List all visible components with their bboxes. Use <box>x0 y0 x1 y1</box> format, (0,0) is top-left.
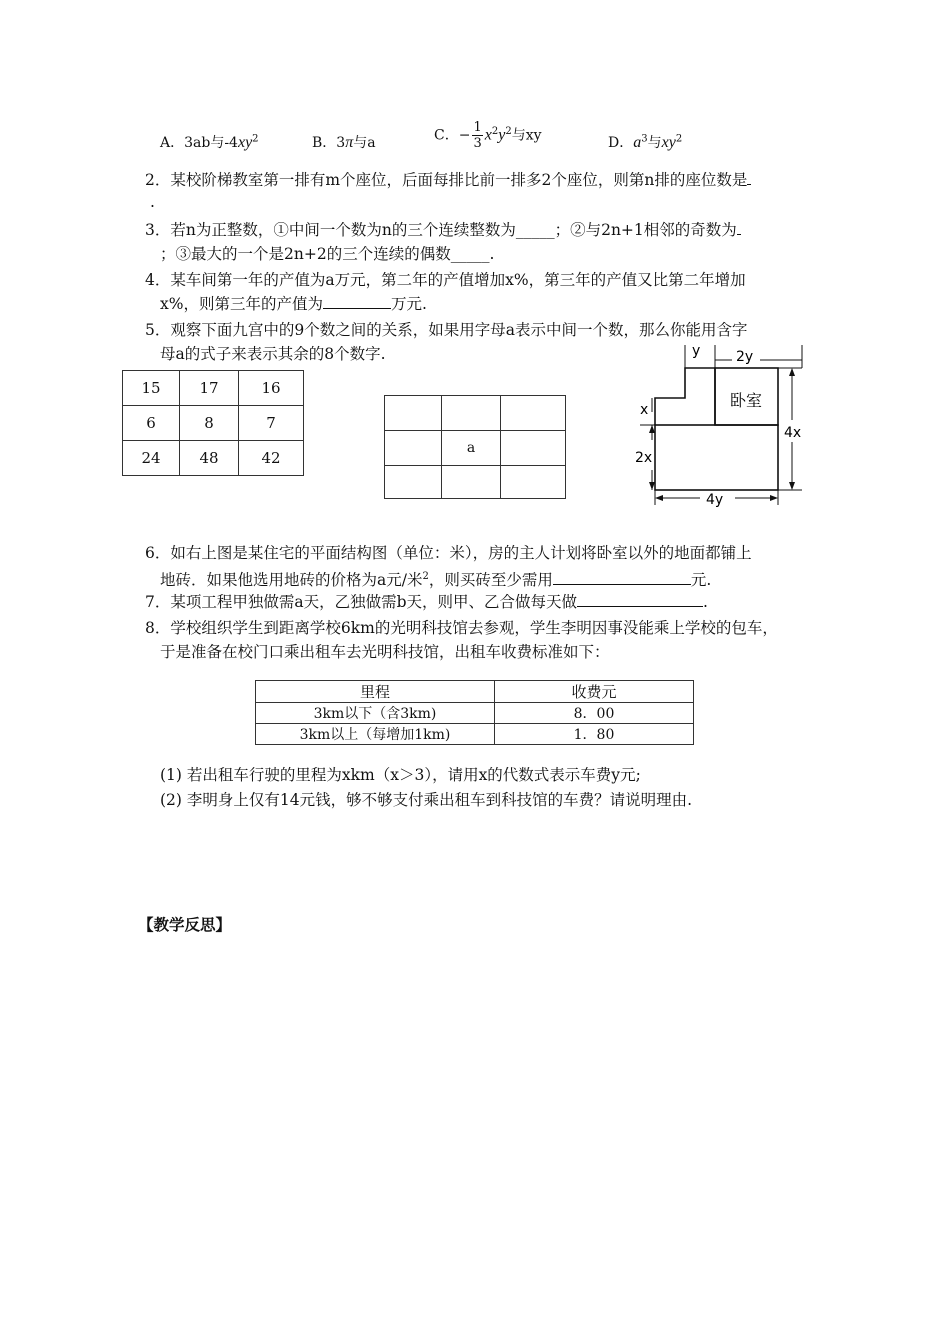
grid1-row <box>123 406 304 441</box>
label-x-left: x <box>640 402 649 418</box>
question-6-exp: 2 <box>422 571 429 582</box>
question-7 <box>145 592 708 612</box>
question-2 <box>145 170 751 190</box>
fare-row <box>256 703 694 724</box>
grid2-cell <box>385 466 442 499</box>
grid1-cell: 8 <box>180 406 239 441</box>
fare-row <box>256 724 694 745</box>
question-4-line1: 4．某车间第一年的产值为a万元，第二年的产值增加x%，第三年的产值又比第二年增加 <box>145 271 746 289</box>
option-d-expr: xy <box>661 134 676 151</box>
question-3-line2: ；③最大的一个是2n+2的三个连续的偶数_____. <box>160 245 495 263</box>
option-d-a-exp: 3 <box>641 133 648 145</box>
teaching-reflection-heading: 【教学反思】 <box>138 915 232 934</box>
option-c-fraction <box>472 120 482 151</box>
sub-question-1: (1) 若出租车行驶的里程为xkm（x＞3），请用x的代数式表示车费y元; <box>160 766 641 784</box>
label-4x: 4x <box>784 425 802 441</box>
floor-plan-figure <box>630 340 810 515</box>
grid2-row <box>385 431 566 466</box>
grid1-cell: 16 <box>239 371 304 406</box>
question-4-blank <box>323 294 391 309</box>
option-d-expr-exp: 2 <box>675 133 683 145</box>
grid1-cell: 48 <box>180 441 239 476</box>
option-d-a: a <box>633 134 642 151</box>
label-bedroom: 卧室 <box>730 391 763 410</box>
option-c-x: x <box>484 126 492 144</box>
label-2y: 2y <box>736 349 754 365</box>
question-6-blank <box>553 570 691 585</box>
room-outline <box>655 368 715 425</box>
option-c-y-exp: 2 <box>505 125 512 137</box>
grid1-cell: 17 <box>180 371 239 406</box>
option-a <box>160 132 259 152</box>
answer-options <box>160 120 780 164</box>
grid2-row <box>385 466 566 499</box>
question-2-dot: . <box>150 193 155 211</box>
nine-grid-example <box>122 370 304 476</box>
grid2-row <box>385 396 566 431</box>
option-d <box>608 132 682 152</box>
question-3-blank <box>737 220 741 235</box>
grid2-cell <box>385 396 442 431</box>
question-5-line2: 母a的式子来表示其余的8个数字. <box>160 345 386 363</box>
fare-header-price: 收费元 <box>495 681 694 703</box>
label-4y: 4y <box>706 492 724 508</box>
grid1-cell: 42 <box>239 441 304 476</box>
option-c <box>434 120 542 151</box>
grid2-cell <box>442 396 501 431</box>
option-a-expr: xy <box>237 134 253 151</box>
option-a-exp: 2 <box>252 133 259 145</box>
sub-question-2: (2) 李明身上仅有14元钱，够不够支付乘出租车到科技馆的车费？请说明理由. <box>160 791 693 809</box>
grid1-row <box>123 441 304 476</box>
main-room <box>655 425 778 490</box>
grid2-center-cell: a <box>442 431 501 466</box>
question-2-blank <box>747 170 751 185</box>
option-c-x-exp: 2 <box>491 125 499 137</box>
option-b-rest: 与a <box>353 135 376 151</box>
question-6-line1: 6．如右上图是某住宅的平面结构图（单位：米），房的主人计划将卧室以外的地面都铺上 <box>145 544 752 562</box>
option-b-pi: π <box>345 134 354 151</box>
option-c-numerator: 1 <box>473 120 482 135</box>
grid1-cell: 6 <box>123 406 180 441</box>
question-6-text-post: 元. <box>690 571 712 590</box>
option-d-mid: 与 <box>647 135 662 151</box>
option-d-label: D． <box>608 135 634 151</box>
grid2-cell <box>501 466 566 499</box>
label-2x: 2x <box>635 450 653 466</box>
nine-grid-blank <box>384 395 566 499</box>
label-y-top: y <box>692 343 701 359</box>
option-c-y: y <box>498 126 506 144</box>
fare-cell-price: 8．00 <box>495 703 694 724</box>
fare-cell-distance: 3km以下（含3km) <box>256 703 495 724</box>
question-4-text-pre: x%，则第三年的产值为 <box>160 295 323 313</box>
question-7-blank <box>577 592 703 607</box>
option-c-denominator: 3 <box>473 136 482 151</box>
question-6-line2 <box>160 567 711 590</box>
option-b-label: B．3 <box>312 135 346 151</box>
option-c-label: C．− <box>434 127 471 144</box>
grid2-cell <box>442 466 501 499</box>
question-6-text-pre: 地砖．如果他选用地砖的价格为a元/米 <box>160 571 423 590</box>
question-5-line1: 5．观察下面九宫中的9个数之间的关系，如果用字母a表示中间一个数，那么你能用含字 <box>145 321 748 339</box>
question-6-text-mid: ，则买砖至少需用 <box>428 571 553 590</box>
question-7-text: 7．某项工程甲独做需a天，乙独做需b天，则甲、乙合做每天做 <box>145 593 578 611</box>
fare-header-row <box>256 681 694 703</box>
grid1-cell: 7 <box>239 406 304 441</box>
fare-cell-price: 1．80 <box>495 724 694 745</box>
question-2-text: 2．某校阶梯教室第一排有m个座位，后面每排比前一排多2个座位，则第n排的座位数是 <box>145 171 748 189</box>
question-8-line2: 于是准备在校门口乘出租车去光明科技馆，出租车收费标准如下： <box>160 643 610 661</box>
grid1-row <box>123 371 304 406</box>
fare-cell-distance: 3km以上（每增加1km) <box>256 724 495 745</box>
option-b <box>312 132 376 152</box>
grid2-cell <box>501 396 566 431</box>
option-c-rest: 与xy <box>511 127 542 144</box>
grid2-cell <box>385 431 442 466</box>
fare-table <box>255 680 694 745</box>
grid1-cell: 15 <box>123 371 180 406</box>
fare-header-distance: 里程 <box>256 681 495 703</box>
question-3-text-a: 3．若n为正整数，①中间一个数为n的三个连续整数为_____；②与2n+1相邻的奇数为 <box>145 221 737 239</box>
question-4-line2 <box>160 294 427 314</box>
grid1-cell: 24 <box>123 441 180 476</box>
option-a-label: A．3ab与-4 <box>160 135 238 151</box>
question-7-dot: . <box>703 593 708 611</box>
grid2-cell <box>501 431 566 466</box>
question-4-text-post: 万元. <box>390 295 427 313</box>
question-3-line1 <box>145 220 741 240</box>
question-8-line1: 8．学校组织学生到距离学校6km的光明科技馆去参观，学生李明因事没能乘上学校的包车， <box>145 619 778 637</box>
